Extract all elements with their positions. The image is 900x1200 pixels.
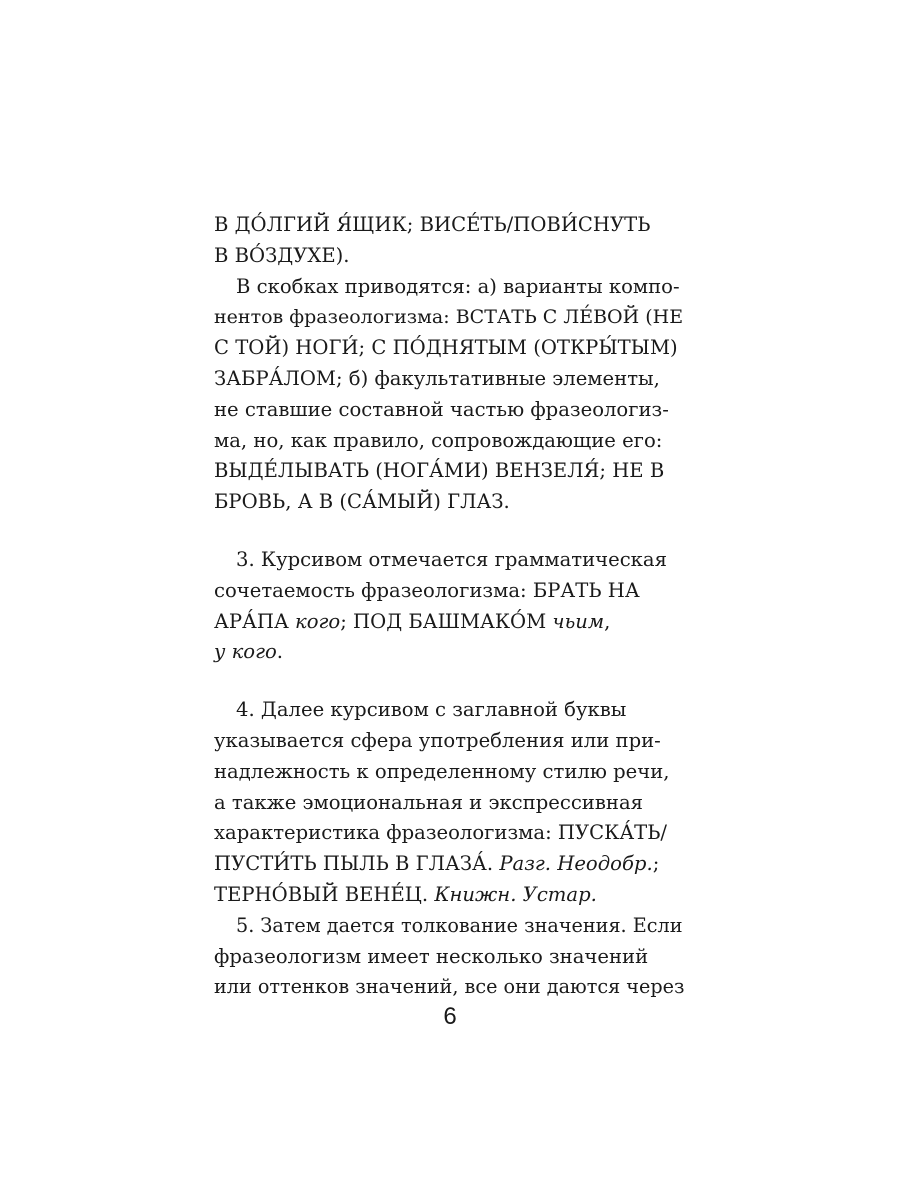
text-block [214, 210, 684, 1003]
text-line: 5. Затем дается толкование значения. Если [236, 913, 683, 937]
text-line: ма, но, как правило, сопровождающие его: [214, 428, 663, 452]
text-line: а также эмоциональная и экспрессивная [214, 790, 643, 814]
text-line: ВЫДЕ́ЛЫВАТЬ (НОГА́МИ) ВЕНЗЕЛЯ́; НЕ В [214, 459, 665, 483]
text-line: характеристика фразеологизма: ПУСКА́ТЬ/ [214, 821, 668, 845]
text-line: не ставшие составной частью фразеологиз- [214, 397, 669, 421]
text-line: или оттенков значений, все они даются через [214, 975, 685, 999]
text-line: указывается сфера употребления или при- [214, 728, 661, 752]
text-line: ТЕРНО́ВЫЙ ВЕНЕ́Ц. Книжн. Устар. [214, 882, 597, 906]
text-line: 3. Курсивом отмечается грамматическая [236, 547, 667, 571]
text-line: БРОВЬ, А В (СА́МЫЙ) ГЛАЗ. [214, 490, 510, 514]
text-line: у кого. [214, 640, 284, 664]
text-line: В ДО́ЛГИЙ Я́ЩИК; ВИСЕ́ТЬ/ПОВИ́СНУТЬ [214, 213, 651, 236]
text-line: В ВО́ЗДУХЕ). [214, 243, 350, 267]
text-line: нентов фразеологизма: ВСТАТЬ С ЛЕ́ВОЙ (НЕ [214, 306, 684, 329]
text-line: С ТОЙ) НОГИ́; С ПО́ДНЯТЫМ (ОТКРЫ́ТЫМ) [214, 336, 678, 360]
text-line: ЗАБРА́ЛОМ; б) факультативные элементы, [214, 366, 660, 390]
text-line: сочетаемость фразеологизма: БРАТЬ НА [214, 578, 640, 602]
text-line: фразеологизм имеет несколько значений [214, 944, 649, 968]
text-line: В скобках приводятся: а) варианты компо- [236, 274, 680, 298]
text-line: 4. Далее курсивом с заглавной буквы [236, 698, 627, 722]
text-line: надлежность к определенному стилю речи, [214, 759, 670, 783]
paragraph-gap [214, 668, 684, 695]
text-line: ПУСТИ́ТЬ ПЫЛЬ В ГЛАЗА́. Разг. Неодобр.; [214, 852, 660, 876]
page-number: 6 [443, 1003, 457, 1030]
text-line: АРА́ПА кого; ПОД БАШМАКО́М чьим, [214, 609, 611, 633]
paragraph-gap [214, 518, 684, 545]
